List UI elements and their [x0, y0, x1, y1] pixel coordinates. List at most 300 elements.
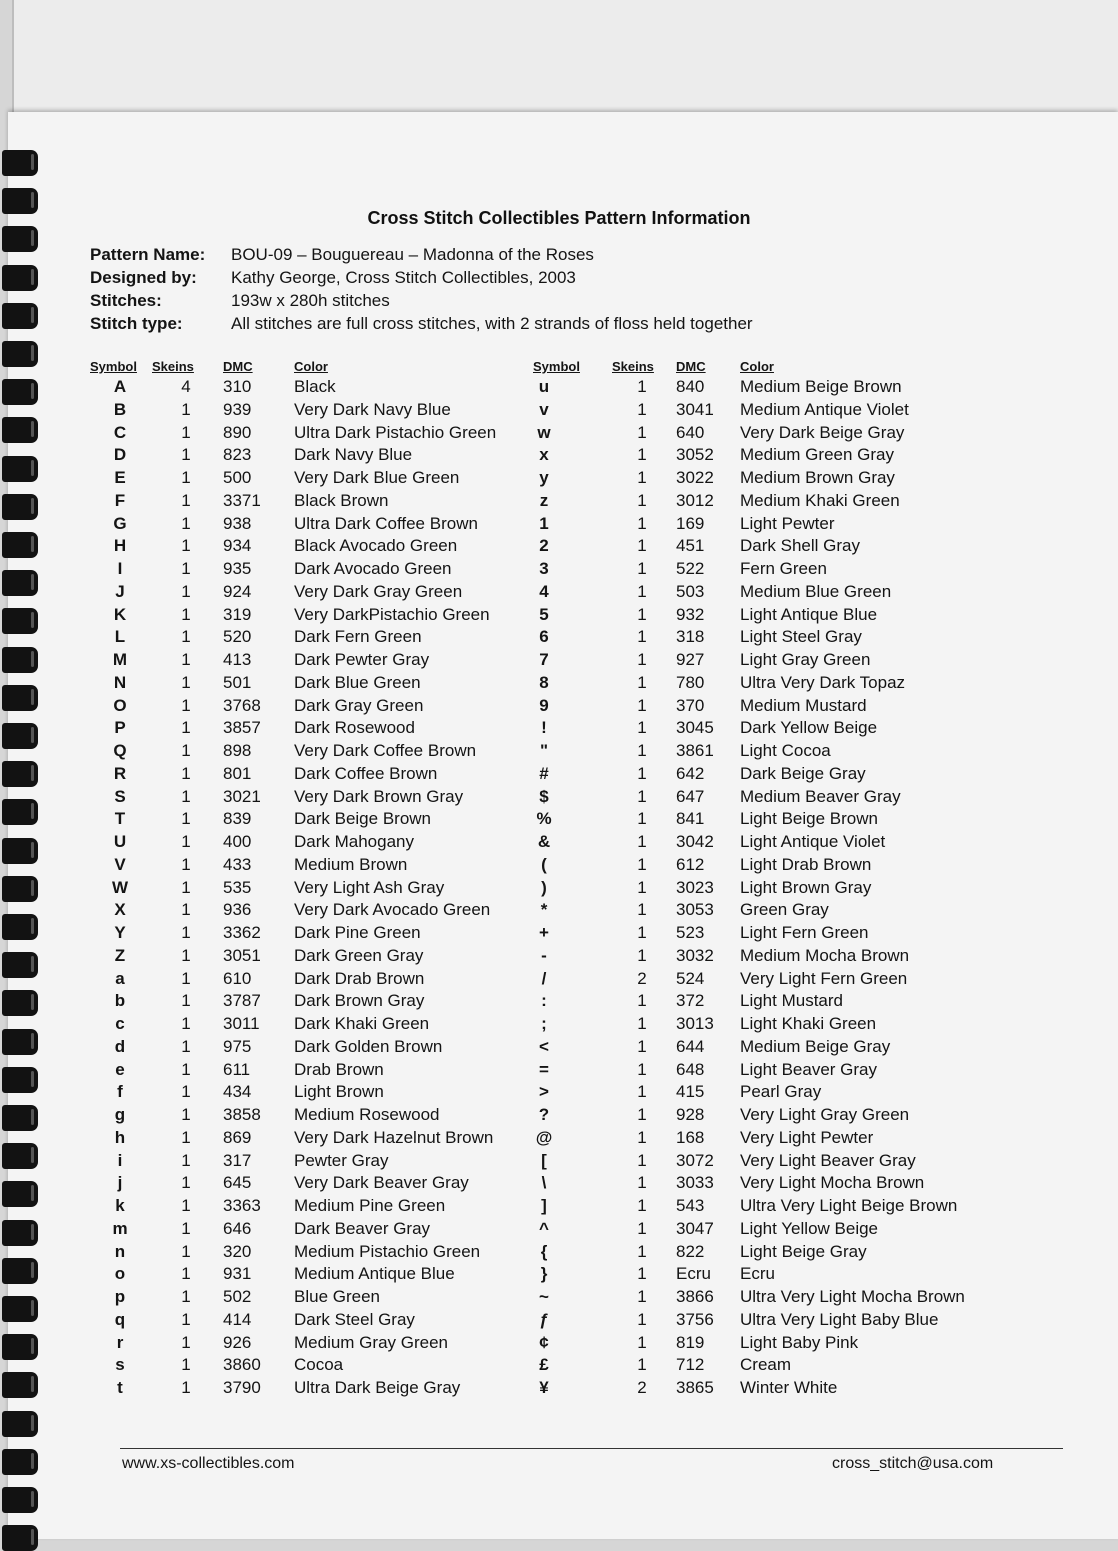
color-cell: Very Dark Beaver Gray	[294, 1173, 469, 1193]
symbol-cell: *	[540, 900, 548, 920]
table-row	[0, 444, 1040, 467]
color-cell: Very Dark Gray Green	[294, 581, 463, 601]
skeins-cell: 1	[181, 627, 191, 647]
table-row	[0, 877, 1040, 900]
skeins-cell: 2	[637, 1378, 647, 1397]
info-value: 193w x 280h stitches	[231, 291, 390, 310]
color-cell: Medium Blue Green	[740, 581, 892, 601]
skeins-cell: 1	[637, 1332, 647, 1352]
symbol-cell: (	[541, 854, 547, 874]
symbol-cell: B	[113, 399, 127, 419]
skeins-cell: 1	[181, 786, 191, 806]
skeins-cell: 1	[637, 786, 647, 806]
skeins-cell: 1	[181, 1287, 191, 1306]
table-row	[0, 1127, 1040, 1150]
dmc-cell: 642	[676, 763, 705, 783]
symbol-cell: i	[117, 1150, 123, 1170]
color-cell: Dark Golden Brown	[294, 1036, 443, 1056]
symbol-cell: 6	[539, 627, 549, 647]
color-cell: Dark Fern Green	[294, 627, 422, 647]
skeins-cell: 1	[637, 445, 647, 465]
table-row	[0, 899, 1040, 922]
dmc-cell: 3033	[676, 1173, 714, 1193]
symbol-cell: 3	[539, 559, 549, 578]
skeins-cell: 1	[637, 1241, 647, 1261]
skeins-cell: 1	[637, 581, 647, 601]
dmc-cell: 3047	[676, 1218, 714, 1238]
symbol-cell: /	[541, 968, 547, 988]
skeins-cell: 1	[637, 559, 647, 578]
skeins-cell: 1	[637, 1287, 647, 1306]
symbol-cell: d	[114, 1036, 126, 1056]
color-cell: Medium Beaver Gray	[740, 786, 901, 806]
dmc-cell: 3857	[223, 718, 261, 738]
symbol-cell: 9	[539, 695, 549, 715]
skeins-cell: 1	[181, 923, 191, 942]
symbol-cell: q	[114, 1309, 126, 1329]
color-cell: Very Light Fern Green	[740, 968, 908, 988]
color-cell: Ultra Dark Coffee Brown	[294, 513, 478, 533]
underlying-sheet	[12, 0, 1118, 118]
dmc-cell: 890	[223, 422, 252, 442]
dmc-cell: 3032	[676, 945, 714, 965]
dmc-cell: 3051	[223, 945, 261, 965]
symbol-cell: "	[539, 741, 549, 760]
info-row-stitch-type	[90, 312, 753, 335]
dmc-cell: 3756	[676, 1309, 714, 1329]
dmc-cell: 934	[223, 536, 252, 556]
symbol-cell: a	[115, 968, 125, 988]
dmc-cell: 500	[223, 468, 252, 487]
dmc-cell: 415	[676, 1082, 705, 1102]
skeins-cell: 1	[181, 513, 191, 533]
symbol-cell: ?	[538, 1105, 550, 1124]
symbol-cell: W	[111, 877, 129, 897]
dmc-cell: 869	[223, 1127, 252, 1147]
skeins-cell: 1	[181, 809, 191, 829]
skeins-cell: 1	[181, 536, 191, 556]
color-cell: Medium Antique Blue	[294, 1264, 455, 1284]
symbol-cell: D	[113, 445, 127, 465]
symbol-cell: O	[113, 695, 127, 715]
dmc-cell: 524	[676, 968, 705, 988]
color-cell: Dark Beige Gray	[740, 763, 866, 783]
color-cell: Very Light Beaver Gray	[740, 1150, 916, 1170]
color-cell: Dark Steel Gray	[294, 1309, 415, 1329]
dmc-cell: 3053	[676, 900, 714, 920]
table-row	[0, 808, 1040, 831]
symbol-cell: 4	[539, 581, 549, 601]
skeins-cell: 1	[181, 445, 191, 465]
color-cell: Very Light Ash Gray	[294, 877, 445, 897]
table-row	[0, 513, 1040, 536]
symbol-cell: z	[539, 490, 549, 510]
color-cell: Dark Drab Brown	[294, 968, 425, 988]
table-row	[0, 1286, 1040, 1309]
color-cell: Fern Green	[740, 559, 827, 578]
info-label: Stitch type:	[90, 314, 183, 333]
skeins-cell: 1	[637, 718, 647, 738]
dmc-cell: 938	[223, 513, 252, 533]
skeins-cell: 1	[637, 854, 647, 874]
skeins-cell: 1	[637, 1014, 647, 1033]
symbol-cell: u	[538, 377, 550, 396]
color-cell: Very Dark Navy Blue	[294, 399, 451, 419]
color-cell: Dark Mahogany	[294, 832, 415, 851]
color-cell: Ultra Dark Beige Gray	[294, 1378, 461, 1397]
binding-ring	[2, 265, 38, 291]
dmc-cell: 822	[676, 1241, 705, 1261]
symbol-cell: =	[539, 1059, 549, 1079]
header-skeins-right: Skeins	[612, 359, 654, 374]
table-row	[0, 922, 1040, 945]
dmc-cell: 3021	[223, 786, 261, 806]
header-skeins-left: Skeins	[152, 359, 194, 374]
header-dmc-right: DMC	[676, 359, 706, 374]
skeins-cell: 1	[637, 650, 647, 669]
color-cell: Medium Rosewood	[294, 1105, 440, 1124]
skeins-cell: 1	[637, 763, 647, 783]
table-row	[0, 1354, 1040, 1377]
color-cell: Cream	[740, 1355, 792, 1375]
dmc-cell: 644	[676, 1036, 705, 1056]
skeins-cell: 1	[181, 1264, 191, 1284]
skeins-cell: 1	[181, 422, 191, 442]
dmc-cell: 612	[676, 854, 705, 874]
color-cell: Dark Coffee Brown	[294, 763, 438, 783]
table-row	[0, 945, 1040, 968]
color-cell: Very Light Mocha Brown	[740, 1173, 925, 1193]
color-cell: Medium Brown	[294, 854, 408, 874]
skeins-cell: 1	[181, 559, 191, 578]
dmc-cell: 3362	[223, 923, 261, 942]
table-row	[0, 1172, 1040, 1195]
binding-ring	[2, 1411, 38, 1437]
symbol-cell: b	[114, 991, 126, 1011]
skeins-cell: 1	[181, 1218, 191, 1238]
symbol-cell: k	[115, 1196, 125, 1215]
color-cell: Light Yellow Beige	[740, 1218, 879, 1238]
binding-ring	[2, 1525, 38, 1551]
color-cell: Light Fern Green	[740, 923, 869, 942]
symbol-cell: Y	[114, 923, 126, 942]
table-row	[0, 1218, 1040, 1241]
dmc-cell: 712	[676, 1355, 705, 1375]
symbol-cell: -	[541, 945, 547, 965]
skeins-cell: 1	[637, 627, 647, 647]
skeins-cell: 1	[637, 1355, 647, 1375]
symbol-cell: L	[114, 627, 126, 647]
skeins-cell: 1	[637, 809, 647, 829]
skeins-cell: 1	[181, 581, 191, 601]
dmc-cell: 520	[223, 627, 252, 647]
color-cell: Medium Pistachio Green	[294, 1241, 481, 1261]
symbol-cell: F	[114, 490, 126, 510]
skeins-cell: 1	[181, 1036, 191, 1056]
floss-table-right	[0, 376, 1040, 1400]
symbol-cell: 5	[539, 604, 549, 624]
skeins-cell: 1	[181, 877, 191, 897]
dmc-cell: 414	[223, 1309, 252, 1329]
table-row	[0, 1263, 1040, 1286]
symbol-cell: }	[540, 1264, 548, 1284]
color-cell: Medium Pine Green	[294, 1196, 446, 1215]
table-row	[0, 649, 1040, 672]
color-cell: Black Avocado Green	[294, 536, 458, 556]
table-row	[0, 831, 1040, 854]
symbol-cell: 1	[539, 513, 549, 533]
info-value: Kathy George, Cross Stitch Collectibles, 2003	[231, 268, 576, 287]
table-row	[0, 626, 1040, 649]
color-cell: Cocoa	[294, 1355, 344, 1375]
skeins-cell: 1	[181, 650, 191, 669]
skeins-cell: 1	[637, 422, 647, 442]
symbol-cell: $	[539, 786, 549, 806]
skeins-cell: 1	[637, 1127, 647, 1147]
symbol-cell: G	[113, 513, 127, 533]
header-symbol-left: Symbol	[90, 359, 137, 374]
table-row	[0, 1377, 1040, 1400]
dmc-cell: 780	[676, 672, 705, 692]
symbol-cell: >	[539, 1082, 549, 1102]
color-cell: Very DarkPistachio Green	[294, 604, 490, 624]
symbol-cell: @	[535, 1127, 553, 1147]
color-cell: Medium Green Gray	[740, 445, 894, 465]
color-cell: Light Khaki Green	[740, 1014, 877, 1033]
dmc-cell: 523	[676, 923, 705, 942]
pattern-info	[90, 243, 753, 335]
dmc-cell: 3768	[223, 695, 261, 715]
color-cell: Very Dark Hazelnut Brown	[294, 1127, 494, 1147]
symbol-cell: p	[114, 1287, 126, 1306]
symbol-cell: s	[115, 1355, 125, 1375]
info-label: Stitches:	[90, 291, 162, 310]
color-cell: Medium Mocha Brown	[740, 945, 910, 965]
color-cell: Light Drab Brown	[740, 854, 872, 874]
dmc-cell: 3371	[223, 490, 261, 510]
table-row	[0, 581, 1040, 604]
dmc-cell: 3011	[223, 1014, 260, 1033]
info-label: Designed by:	[90, 268, 197, 287]
table-row	[0, 1309, 1040, 1332]
symbol-cell: f	[117, 1082, 123, 1102]
symbol-cell: V	[114, 854, 126, 874]
color-cell: Light Beige Brown	[740, 809, 878, 829]
skeins-cell: 1	[637, 900, 647, 920]
symbol-cell: \	[541, 1173, 547, 1193]
dmc-cell: 503	[676, 581, 705, 601]
color-cell: Pearl Gray	[740, 1082, 822, 1102]
dmc-cell: 168	[676, 1127, 705, 1147]
skeins-cell: 1	[181, 490, 191, 510]
symbol-cell: x	[539, 445, 549, 465]
dmc-cell: 926	[223, 1332, 252, 1352]
info-row-stitches	[90, 289, 753, 312]
skeins-cell: 1	[637, 945, 647, 965]
dmc-cell: 522	[676, 559, 705, 578]
table-row	[0, 695, 1040, 718]
binding-ring	[2, 1487, 38, 1513]
skeins-cell: 1	[181, 763, 191, 783]
skeins-cell: 1	[637, 1082, 647, 1102]
color-cell: Dark Gray Green	[294, 695, 424, 715]
color-cell: Dark Beaver Gray	[294, 1218, 431, 1238]
symbol-cell: ¢	[539, 1332, 549, 1352]
symbol-cell: t	[117, 1378, 123, 1397]
symbol-cell: e	[115, 1059, 125, 1079]
color-cell: Light Steel Gray	[740, 627, 862, 647]
color-cell: Very Dark Beige Gray	[740, 422, 905, 442]
skeins-cell: 1	[181, 991, 191, 1011]
dmc-cell: 3042	[676, 832, 714, 851]
table-row	[0, 1013, 1040, 1036]
dmc-cell: 823	[223, 445, 252, 465]
skeins-cell: 1	[637, 1264, 647, 1284]
binding-ring	[2, 1449, 38, 1475]
color-cell: Pewter Gray	[294, 1150, 389, 1170]
binding-ring	[2, 303, 38, 329]
color-cell: Very Dark Avocado Green	[294, 900, 491, 920]
color-cell: Very Dark Brown Gray	[294, 786, 464, 806]
table-row	[0, 1104, 1040, 1127]
symbol-cell: j	[117, 1173, 123, 1193]
table-row	[0, 1036, 1040, 1059]
info-label: Pattern Name:	[90, 245, 206, 264]
color-cell: Ecru	[740, 1264, 775, 1284]
symbol-cell: h	[114, 1127, 126, 1147]
color-cell: Medium Beige Gray	[740, 1036, 891, 1056]
dmc-cell: 819	[676, 1332, 705, 1352]
dmc-cell: 975	[223, 1036, 252, 1056]
dmc-cell: Ecru	[676, 1264, 711, 1284]
skeins-cell: 1	[181, 1127, 191, 1147]
color-cell: Ultra Very Dark Topaz	[740, 672, 906, 692]
info-row-pattern-name	[90, 243, 753, 266]
dmc-cell: 3041	[676, 399, 714, 419]
dmc-cell: 932	[676, 604, 705, 624]
dmc-cell: 434	[223, 1082, 252, 1102]
dmc-cell: 372	[676, 991, 705, 1011]
dmc-cell: 841	[676, 809, 705, 829]
color-cell: Ultra Very Light Baby Blue	[740, 1309, 939, 1329]
symbol-cell: <	[539, 1036, 549, 1056]
skeins-cell: 1	[637, 832, 647, 851]
skeins-cell: 1	[637, 923, 647, 942]
table-row	[0, 1081, 1040, 1104]
skeins-cell: 1	[181, 1378, 191, 1397]
symbol-cell: o	[114, 1264, 126, 1284]
dmc-cell: 928	[676, 1105, 705, 1124]
symbol-cell: M	[112, 650, 128, 669]
skeins-cell: 1	[637, 1059, 647, 1079]
skeins-cell: 1	[181, 1173, 191, 1193]
symbol-cell: w	[537, 422, 551, 442]
dmc-cell: 535	[223, 877, 252, 897]
skeins-cell: 1	[181, 468, 191, 487]
skeins-cell: 1	[181, 900, 191, 920]
color-cell: Black	[294, 377, 336, 396]
dmc-cell: 3866	[676, 1287, 714, 1306]
color-cell: Green Gray	[740, 900, 829, 920]
dmc-cell: 3052	[676, 445, 714, 465]
color-cell: Very Dark Blue Green	[294, 468, 460, 487]
dmc-cell: 839	[223, 809, 252, 829]
table-row	[0, 763, 1040, 786]
symbol-cell: &	[537, 832, 551, 851]
dmc-cell: 939	[223, 399, 252, 419]
skeins-cell: 1	[181, 672, 191, 692]
header-dmc-left: DMC	[223, 359, 253, 374]
table-row	[0, 535, 1040, 558]
color-cell: Light Gray Green	[740, 650, 871, 669]
dmc-cell: 169	[676, 513, 705, 533]
table-row	[0, 1332, 1040, 1355]
color-cell: Medium Mustard	[740, 695, 867, 715]
dmc-cell: 3363	[223, 1196, 261, 1215]
dmc-cell: 3861	[676, 741, 714, 760]
binding-ring	[2, 226, 38, 252]
table-row	[0, 604, 1040, 627]
dmc-cell: 400	[223, 832, 252, 851]
color-cell: Light Mustard	[740, 991, 843, 1011]
color-cell: Light Baby Pink	[740, 1332, 859, 1352]
color-cell: Light Antique Blue	[740, 604, 878, 624]
symbol-cell: v	[539, 399, 549, 419]
symbol-cell: J	[115, 581, 125, 601]
color-cell: Dark Yellow Beige	[740, 718, 878, 738]
color-cell: Drab Brown	[294, 1059, 384, 1079]
skeins-cell: 1	[181, 945, 191, 965]
color-cell: Light Brown Gray	[740, 877, 872, 897]
table-row	[0, 786, 1040, 809]
symbol-cell: n	[114, 1241, 126, 1261]
dmc-cell: 320	[223, 1241, 252, 1261]
skeins-cell: 1	[181, 1150, 191, 1170]
skeins-cell: 1	[637, 1105, 647, 1124]
skeins-cell: 1	[637, 513, 647, 533]
symbol-cell: N	[113, 672, 127, 692]
table-row	[0, 467, 1040, 490]
color-cell: Light Antique Violet	[740, 832, 886, 851]
dmc-cell: 648	[676, 1059, 705, 1079]
skeins-cell: 1	[637, 490, 647, 510]
symbol-cell: S	[114, 786, 126, 806]
dmc-cell: 935	[223, 559, 252, 578]
dmc-cell: 3072	[676, 1150, 714, 1170]
color-cell: Medium Brown Gray	[740, 468, 895, 487]
dmc-cell: 3787	[223, 991, 261, 1011]
color-cell: Light Brown	[294, 1082, 384, 1102]
skeins-cell: 1	[637, 1196, 647, 1215]
skeins-cell: 1	[181, 1355, 191, 1375]
dmc-cell: 3012	[676, 490, 714, 510]
table-row	[0, 1150, 1040, 1173]
symbol-cell: [	[541, 1150, 547, 1170]
color-cell: Black Brown	[294, 490, 389, 510]
symbol-cell: P	[114, 718, 126, 738]
color-cell: Dark Brown Gray	[294, 991, 425, 1011]
table-row	[0, 990, 1040, 1013]
dmc-cell: 840	[676, 377, 705, 396]
symbol-cell: T	[114, 809, 126, 829]
color-cell: Light Cocoa	[740, 741, 831, 760]
symbol-cell: 8	[539, 672, 549, 692]
dmc-cell: 3865	[676, 1378, 714, 1397]
dmc-cell: 318	[676, 627, 705, 647]
dmc-cell: 931	[223, 1264, 252, 1284]
symbol-cell: y	[539, 468, 549, 487]
binding-ring	[2, 150, 38, 176]
